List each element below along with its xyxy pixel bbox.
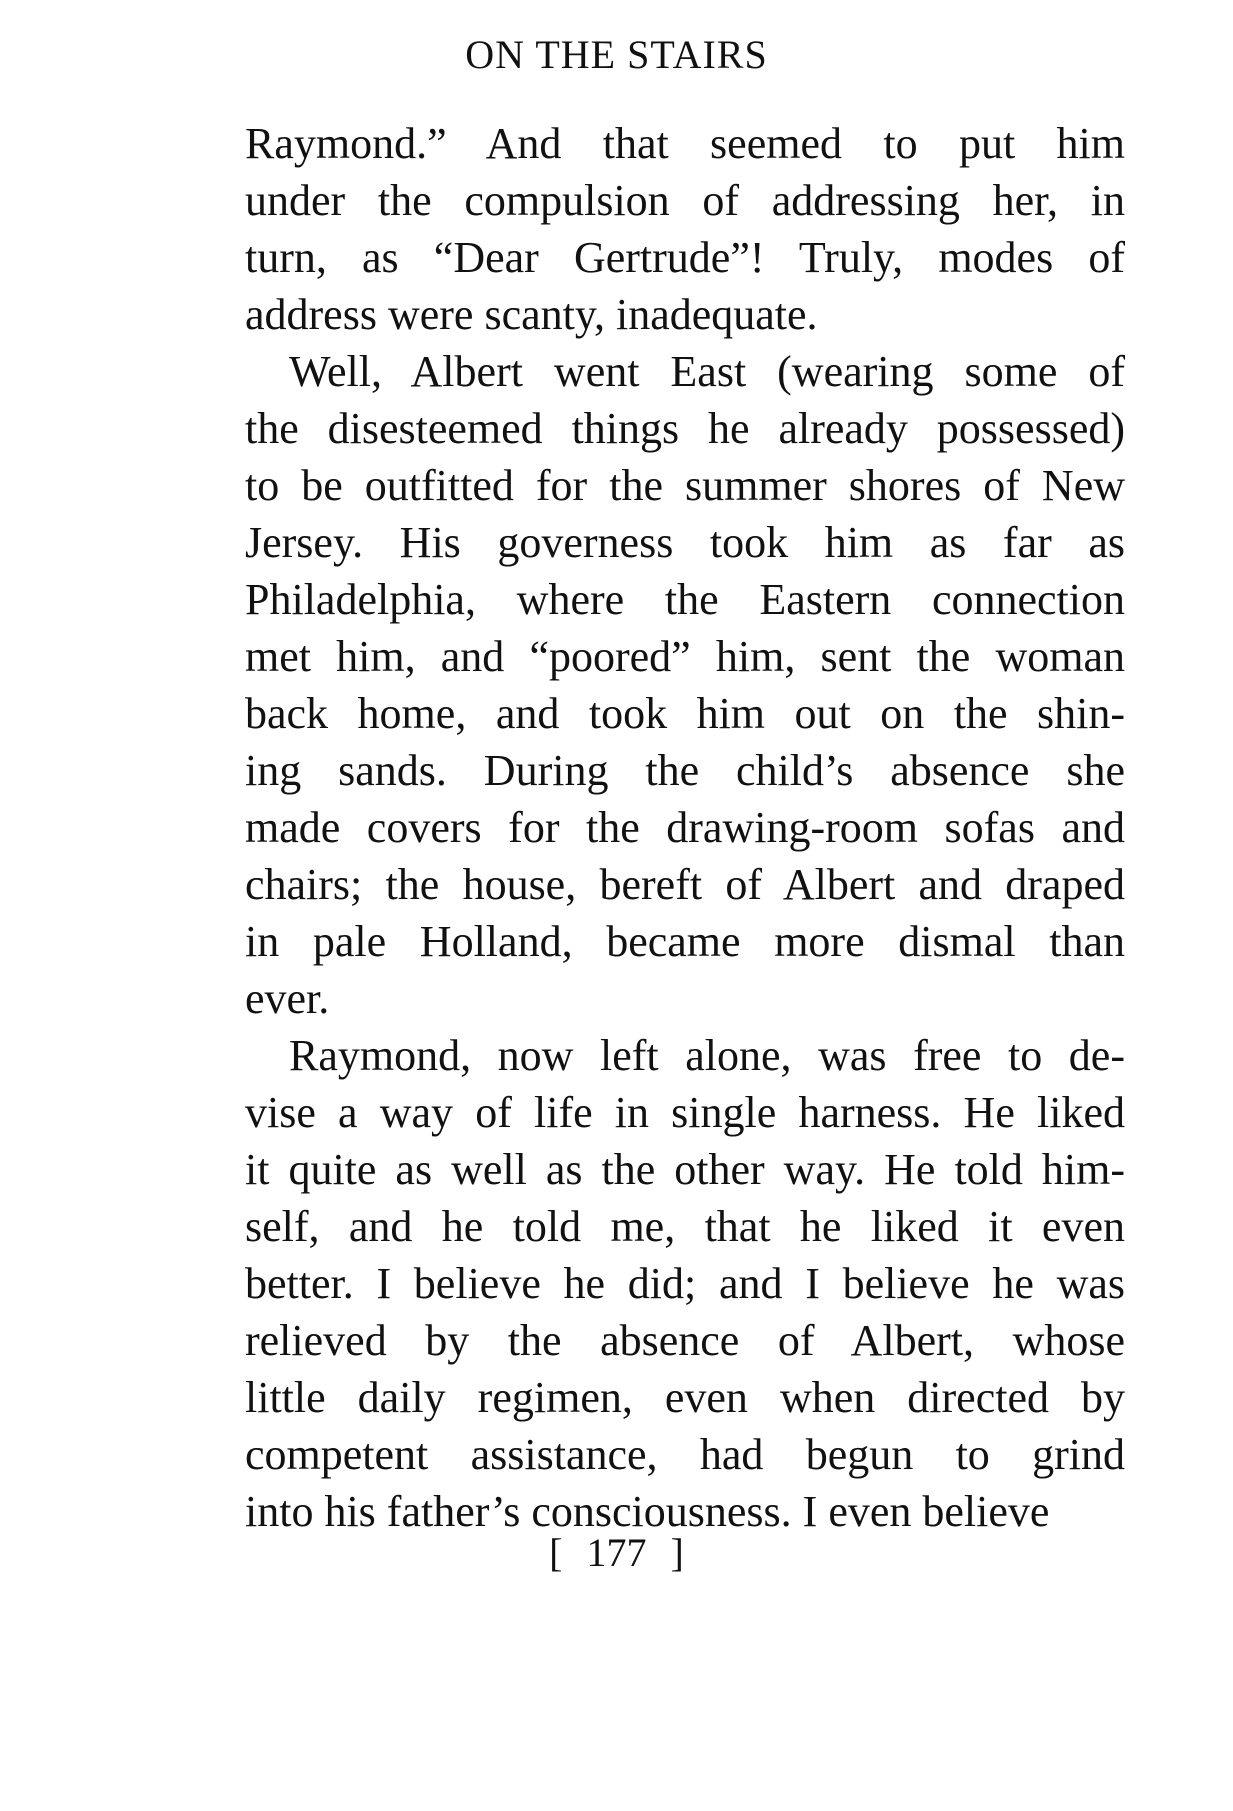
text-line: back home, and took him out on the shin- <box>245 689 1125 738</box>
body-text <box>245 115 1125 1540</box>
text-line: ing sands. During the child’s absence she <box>245 746 1125 795</box>
text-line: chairs; the house, bereft of Albert and draped <box>245 860 1125 909</box>
text-line: relieved by the absence of Albert, whose <box>245 1316 1125 1365</box>
text-line: turn, as “Dear Gertrude”! Truly, modes of <box>245 233 1125 282</box>
text-line: Raymond, now left alone, was free to de- <box>289 1031 1125 1080</box>
running-head: ON THE STAIRS <box>465 32 768 77</box>
text-line: met him, and “poored” him, sent the woman <box>245 632 1125 681</box>
text-line: ever. <box>245 974 330 1023</box>
text-line: Jersey. His governess took him as far as <box>245 518 1125 567</box>
text-line: Philadelphia, where the Eastern connection <box>245 575 1125 624</box>
text-line: the disesteemed things he already possessed) <box>245 404 1125 453</box>
paragraph <box>245 115 1125 343</box>
text-line: better. I believe he did; and I believe he was <box>245 1259 1125 1308</box>
paragraph <box>245 343 1125 1027</box>
text-line: Raymond.” And that seemed to put him <box>245 119 1125 168</box>
text-line: made covers for the drawing-room sofas and <box>245 803 1125 852</box>
text-line: competent assistance, had begun to grind <box>245 1430 1125 1479</box>
text-line: address were scanty, inadequate. <box>245 290 818 339</box>
text-line: self, and he told me, that he liked it even <box>245 1202 1125 1251</box>
text-line: vise a way of life in single harness. He liked <box>245 1088 1125 1137</box>
text-line: Well, Albert went East (wearing some of <box>289 347 1125 396</box>
text-line: it quite as well as the other way. He told him- <box>245 1145 1125 1194</box>
text-line: into his father’s consciousness. I even believe <box>245 1487 1050 1536</box>
page-number: [ 177 ] <box>549 1530 684 1575</box>
text-line: in pale Holland, became more dismal than <box>245 917 1125 966</box>
text-line: under the compulsion of addressing her, in <box>245 176 1125 225</box>
text-line: to be outfitted for the summer shores of New <box>245 461 1125 510</box>
text-line: little daily regimen, even when directed by <box>245 1373 1125 1422</box>
paragraph <box>245 1027 1125 1540</box>
